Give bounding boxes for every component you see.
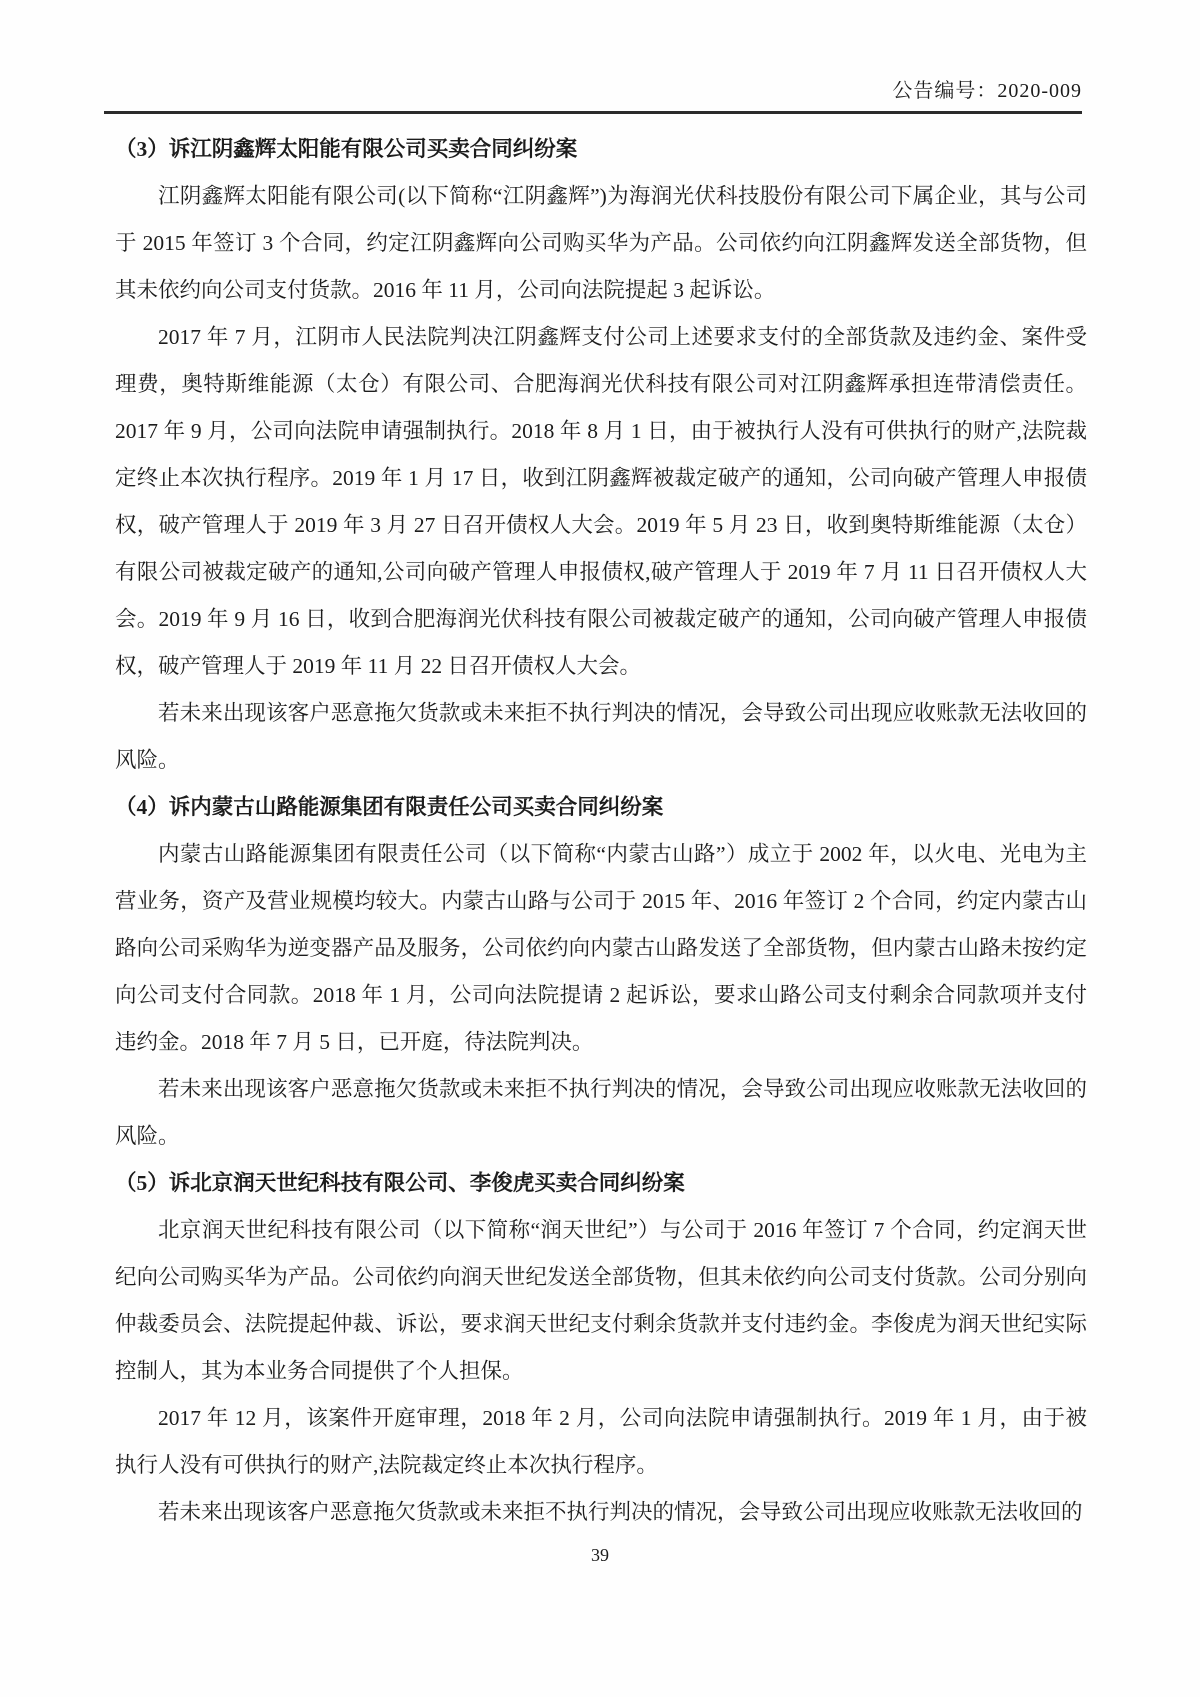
document-body	[115, 126, 1087, 1536]
section-5-paragraph-3: 若未来出现该客户恶意拖欠货款或未来拒不执行判决的情况，会导致公司出现应收账款无法收回的	[158, 1500, 1083, 1524]
section-5-paragraph-2: 2017 年 12 月，该案件开庭审理，2018 年 2 月，公司向法院申请强制执行。2019 年 1 月，由于被执行人没有可供执行的财产,法院裁定终止本次执行程序。	[115, 1406, 1087, 1477]
section-5-heading: （5）诉北京润天世纪科技有限公司、李俊虎买卖合同纠纷案	[115, 1171, 685, 1195]
announcement-number: 公告编号：2020-009	[892, 80, 1082, 102]
section-4-heading: （4）诉内蒙古山路能源集团有限责任公司买卖合同纠纷案	[115, 795, 664, 819]
header-divider	[104, 111, 1082, 114]
section-4-paragraph-2: 若未来出现该客户恶意拖欠货款或未来拒不执行判决的情况，会导致公司出现应收账款无法收回的风险。	[115, 1077, 1087, 1148]
section-3-paragraph-2: 2017 年 7 月，江阴市人民法院判决江阴鑫辉支付公司上述要求支付的全部货款及违约金、案件受理费，奥特斯维能源（太仓）有限公司、合肥海润光伏科技有限公司对江阴鑫辉承担连带清偿责任。2017 年 9 月，公司向法院申请强制执行。2018 年 8 月 1 日，由于被执行人没有可供执行的财产,法院裁定终止本次执行程序。2019 年 1 月 17 日，收到江阴鑫辉被裁定破产的通知，公司向破产管理人申报债权，破产管理人于 2019 年 3 月 27 日召开债权人大会。2019 年 5 月 23 日，收到奥特斯维能源（太仓）有限公司被裁定破产的通知,公司向破产管理人申报债权,破产管理人于 2019 年 7 月 11 日召开债权人大会。2019 年 9 月 16 日，收到合肥海润光伏科技有限公司被裁定破产的通知，公司向破产管理人申报债权，破产管理人于 2019 年 11 月 22 日召开债权人大会。	[115, 325, 1087, 678]
section-4-paragraph-1: 内蒙古山路能源集团有限责任公司（以下简称“内蒙古山路”）成立于 2002 年，以火电、光电为主营业务，资产及营业规模均较大。内蒙古山路与公司于 2015 年、2016 年签订 2 个合同，约定内蒙古山路向公司采购华为逆变器产品及服务，公司依约向内蒙古山路发送了全部货物，但内蒙古山路未按约定向公司支付合同款。2018 年 1 月，公司向法院提请 2 起诉讼，要求山路公司支付剩余合同款项并支付违约金。2018 年 7 月 5 日，已开庭，待法院判决。	[115, 842, 1087, 1054]
page-number: 39	[591, 1545, 609, 1565]
section-3-paragraph-3: 若未来出现该客户恶意拖欠货款或未来拒不执行判决的情况，会导致公司出现应收账款无法收回的风险。	[115, 701, 1087, 772]
section-5-paragraph-1: 北京润天世纪科技有限公司（以下简称“润天世纪”）与公司于 2016 年签订 7 个合同，约定润天世纪向公司购买华为产品。公司依约向润天世纪发送全部货物，但其未依约向公司支付货款。公司分别向仲裁委员会、法院提起仲裁、诉讼，要求润天世纪支付剩余货款并支付违约金。李俊虎为润天世纪实际控制人，其为本业务合同提供了个人担保。	[115, 1218, 1087, 1383]
section-3-heading: （3）诉江阴鑫辉太阳能有限公司买卖合同纠纷案	[115, 137, 578, 161]
section-3-paragraph-1: 江阴鑫辉太阳能有限公司(以下简称“江阴鑫辉”)为海润光伏科技股份有限公司下属企业，其与公司于 2015 年签订 3 个合同，约定江阴鑫辉向公司购买华为产品。公司依约向江阴鑫辉发送全部货物，但其未依约向公司支付货款。2016 年 11 月，公司向法院提起 3 起诉讼。	[115, 184, 1087, 302]
